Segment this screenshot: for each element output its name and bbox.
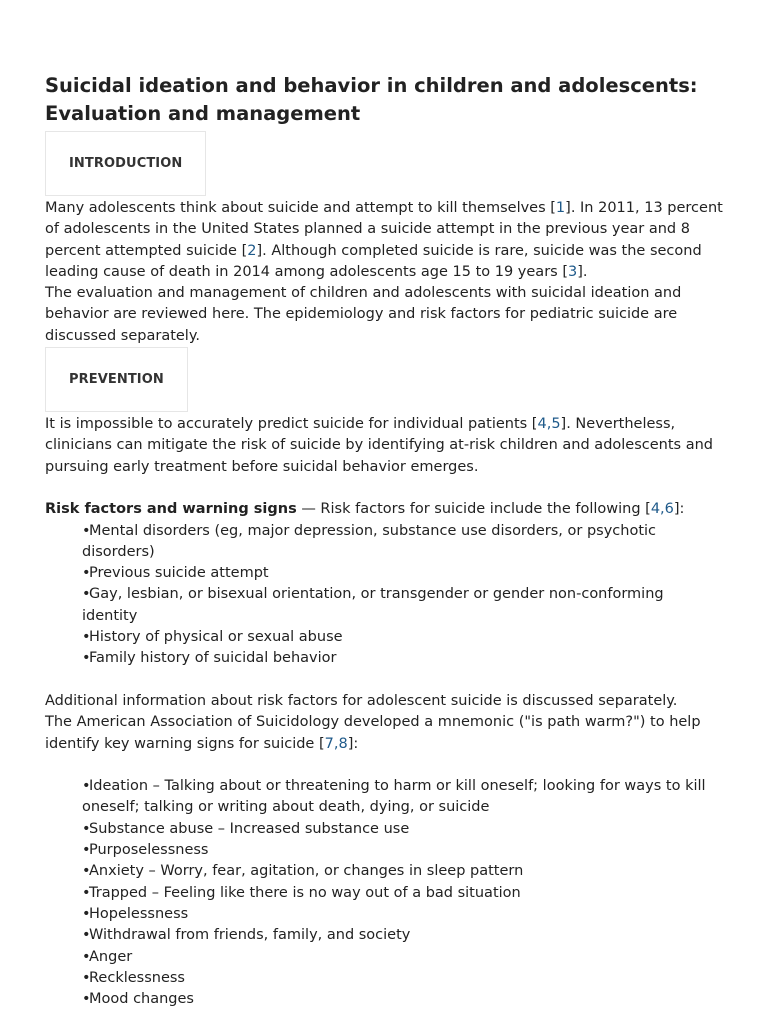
intro-text: ]. In 2011, 13 percent of adolescents in the United States planned a suicide attempt in the previous year and 8 percent attempted suicide [ bbox=[45, 200, 723, 259]
risk-text: — Risk factors for suicide include the following [ bbox=[296, 501, 651, 518]
additional-info: Additional information about risk factors for adolescent suicide is discussed separately. bbox=[45, 692, 678, 709]
risk-text: ]: bbox=[673, 501, 685, 518]
intro-text: ]. Although completed suicide is rare, suicide was the second leading cause of death in 2014 among adolescents age 15 to 19 years [ bbox=[45, 242, 702, 280]
list-item-text: Recklessness bbox=[89, 969, 185, 986]
section-heading-prevention[interactable]: PREVENTION bbox=[45, 347, 188, 412]
bullet-icon: • bbox=[82, 629, 91, 646]
bullet-icon: • bbox=[82, 650, 91, 667]
spacer bbox=[45, 670, 723, 691]
list-item-text: History of physical or sexual abuse bbox=[89, 629, 343, 646]
bullet-icon: • bbox=[82, 884, 91, 901]
reference-link-4-6[interactable]: 4,6 bbox=[650, 501, 674, 518]
list-item bbox=[82, 968, 723, 989]
list-item-text: Previous suicide attempt bbox=[89, 565, 269, 582]
bullet-icon: • bbox=[82, 905, 91, 922]
list-item-text: Trapped – Feeling like there is no way out of a bad situation bbox=[89, 884, 521, 901]
bullet-icon: • bbox=[82, 948, 91, 965]
list-item bbox=[82, 521, 723, 564]
list-item-text: Family history of suicidal behavior bbox=[89, 650, 337, 667]
bullet-icon: • bbox=[82, 565, 91, 582]
title-line-1: Suicidal ideation and behavior in children and adolescents: bbox=[45, 74, 698, 97]
warning-signs-list bbox=[45, 776, 723, 1010]
intro-text: Many adolescents think about suicide and attempt to kill themselves [ bbox=[45, 200, 556, 216]
bullet-icon: • bbox=[82, 820, 91, 837]
bullet-icon: • bbox=[82, 863, 91, 880]
list-item-text: Anxiety – Worry, fear, agitation, or changes in sleep pattern bbox=[89, 863, 524, 880]
list-item bbox=[82, 840, 723, 861]
list-item bbox=[82, 627, 723, 648]
bullet-icon: • bbox=[82, 927, 91, 944]
bullet-icon: • bbox=[82, 778, 91, 795]
list-item-text: Withdrawal from friends, family, and society bbox=[89, 927, 411, 944]
bullet-icon: • bbox=[82, 522, 91, 539]
list-item bbox=[82, 648, 723, 669]
list-item-text: Mood changes bbox=[89, 991, 194, 1008]
list-item bbox=[82, 861, 723, 882]
title-line-2: Evaluation and management bbox=[45, 102, 361, 125]
bullet-icon: • bbox=[82, 969, 91, 986]
mnemonic-text: ]: bbox=[347, 735, 359, 752]
intro-text: ]. bbox=[577, 263, 588, 280]
list-item bbox=[82, 989, 723, 1010]
list-item-text: Mental disorders (eg, major depression, substance use disorders, or psychotic disorders) bbox=[82, 522, 657, 560]
list-item bbox=[82, 776, 723, 819]
list-item bbox=[82, 883, 723, 904]
bullet-icon: • bbox=[82, 586, 91, 603]
list-item-text: Gay, lesbian, or bisexual orientation, or transgender or gender non-conforming identity bbox=[82, 586, 664, 624]
intro-paragraph-1 bbox=[45, 198, 723, 283]
section-heading-introduction[interactable]: INTRODUCTION bbox=[45, 131, 206, 196]
list-item bbox=[82, 584, 723, 627]
prevention-text: It is impossible to accurately predict suicide for individual patients [ bbox=[45, 416, 538, 433]
bullet-icon: • bbox=[82, 991, 91, 1008]
spacer bbox=[45, 478, 723, 499]
reference-link-1[interactable]: 1 bbox=[555, 200, 566, 216]
mnemonic-intro bbox=[45, 712, 723, 755]
list-item-text: Purposelessness bbox=[89, 842, 209, 859]
risk-factors-intro bbox=[45, 499, 723, 520]
spacer bbox=[45, 755, 723, 776]
list-item-text: Anger bbox=[89, 948, 133, 965]
reference-link-7-8[interactable]: 7,8 bbox=[324, 735, 348, 752]
reference-link-4-5[interactable]: 4,5 bbox=[537, 416, 561, 433]
list-item bbox=[82, 904, 723, 925]
list-item-text: Substance abuse – Increased substance use bbox=[89, 820, 410, 837]
intro-paragraph-2: The evaluation and management of children and adolescents with suicidal ideation and behavior are reviewed here. The epidemiology and risk factors for pediatric suicide are discussed separately. bbox=[45, 285, 682, 344]
reference-link-3[interactable]: 3 bbox=[567, 263, 578, 280]
prevention-paragraph-1 bbox=[45, 414, 723, 478]
list-item-text: Hopelessness bbox=[89, 905, 189, 922]
risk-factors-list bbox=[45, 521, 723, 670]
page-title bbox=[45, 72, 723, 128]
list-item bbox=[82, 819, 723, 840]
mnemonic-text: The American Association of Suicidology developed a mnemonic ("is path warm?") to help identify key warning signs for suicide [ bbox=[45, 714, 701, 752]
list-item-text: Ideation – Talking about or threatening to harm or kill oneself; looking for ways to kill oneself; talking or writing about death, dying, or suicide bbox=[82, 778, 706, 816]
list-item bbox=[82, 563, 723, 584]
list-item bbox=[82, 925, 723, 946]
bullet-icon: • bbox=[82, 842, 91, 859]
list-item bbox=[82, 947, 723, 968]
prevention-text: ]. Nevertheless, clinicians can mitigate the risk of suicide by identifying at-risk children and adolescents and pursuing early treatment before suicidal behavior emerges. bbox=[45, 416, 713, 475]
reference-link-2[interactable]: 2 bbox=[247, 242, 257, 259]
risk-factors-heading: Risk factors and warning signs bbox=[45, 501, 297, 518]
